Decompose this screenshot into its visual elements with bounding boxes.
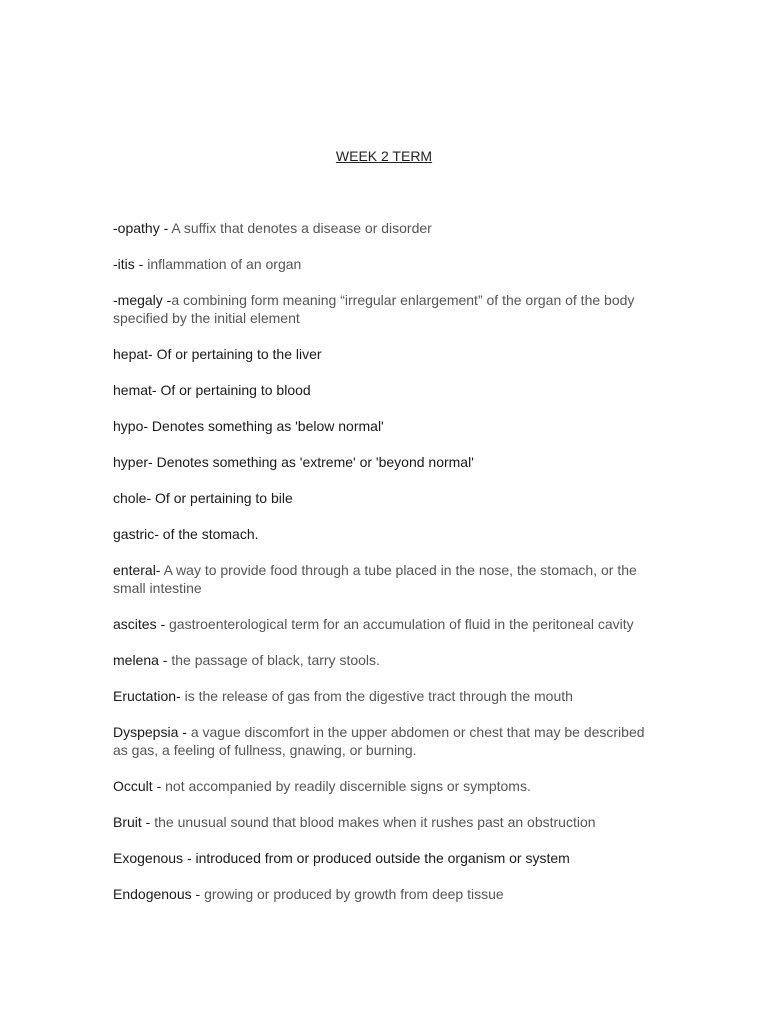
term: Bruit - bbox=[113, 814, 155, 830]
definition: a vague discomfort in the upper abdomen or chest that may be described as gas, a feeling of fullness, gnawing, or burning. bbox=[113, 724, 645, 758]
term-entry-gastric bbox=[113, 525, 653, 543]
term-entry-opathy bbox=[113, 219, 653, 237]
definition: Of or pertaining to bile bbox=[155, 490, 293, 506]
term: Occult - bbox=[113, 778, 166, 794]
term-entry-bruit bbox=[113, 813, 653, 831]
term-entry-hepat bbox=[113, 345, 653, 363]
term: Dyspepsia - bbox=[113, 724, 191, 740]
term: gastric- bbox=[113, 526, 163, 542]
term-entry-hemat bbox=[113, 381, 653, 399]
term-entry-itis bbox=[113, 255, 653, 273]
term: Endogenous - bbox=[113, 886, 205, 902]
term-list bbox=[113, 219, 653, 921]
term: ascites - bbox=[113, 616, 170, 632]
term-entry-hyper bbox=[113, 453, 653, 471]
term-entry-endogenous bbox=[113, 885, 653, 903]
term: melena - bbox=[113, 652, 172, 668]
term-entry-exogenous bbox=[113, 849, 653, 867]
term-entry-melena bbox=[113, 651, 653, 669]
term: -itis - bbox=[113, 256, 148, 272]
term-entry-chole bbox=[113, 489, 653, 507]
term: -megaly - bbox=[113, 292, 172, 308]
definition: introduced from or produced outside the organism or system bbox=[195, 850, 570, 866]
term: -opathy - bbox=[113, 220, 172, 236]
term-entry-occult bbox=[113, 777, 653, 795]
term: hyper- bbox=[113, 454, 157, 470]
term-entry-eructation bbox=[113, 687, 653, 705]
term: enteral- bbox=[113, 562, 164, 578]
definition: a combining form meaning “irregular enlargement” of the organ of the body specified by the initial element bbox=[113, 292, 635, 326]
definition: A suffix that denotes a disease or disorder bbox=[171, 220, 432, 236]
term: chole- bbox=[113, 490, 156, 506]
definition: Denotes something as 'below normal' bbox=[151, 418, 384, 434]
term: hypo- bbox=[113, 418, 152, 434]
definition: is the release of gas from the digestive tract through the mouth bbox=[184, 688, 573, 704]
term-entry-megaly bbox=[113, 291, 653, 327]
term-entry-ascites bbox=[113, 615, 653, 633]
page-title: WEEK 2 TERM bbox=[335, 148, 433, 164]
definition: Of or pertaining to blood bbox=[160, 382, 311, 398]
definition: Of or pertaining to the liver bbox=[156, 346, 322, 362]
definition: not accompanied by readily discernible signs or symptoms. bbox=[165, 778, 531, 794]
definition: growing or produced by growth from deep tissue bbox=[204, 886, 504, 902]
definition: the unusual sound that blood makes when it rushes past an obstruction bbox=[154, 814, 596, 830]
term-entry-enteral bbox=[113, 561, 653, 597]
term: hemat- bbox=[113, 382, 161, 398]
definition: Denotes something as 'extreme' or 'beyond normal' bbox=[156, 454, 474, 470]
definition: gastroenterological term for an accumulation of fluid in the peritoneal cavity bbox=[169, 616, 634, 632]
definition: A way to provide food through a tube placed in the nose, the stomach, or the small intestine bbox=[113, 562, 637, 596]
term-entry-hypo bbox=[113, 417, 653, 435]
term: hepat- bbox=[113, 346, 157, 362]
term: Exogenous - bbox=[113, 850, 196, 866]
definition: of the stomach. bbox=[162, 526, 259, 542]
term-entry-dyspepsia bbox=[113, 723, 653, 759]
definition: inflammation of an organ bbox=[147, 256, 302, 272]
definition: the passage of black, tarry stools. bbox=[171, 652, 380, 668]
term: Eructation- bbox=[113, 688, 185, 704]
